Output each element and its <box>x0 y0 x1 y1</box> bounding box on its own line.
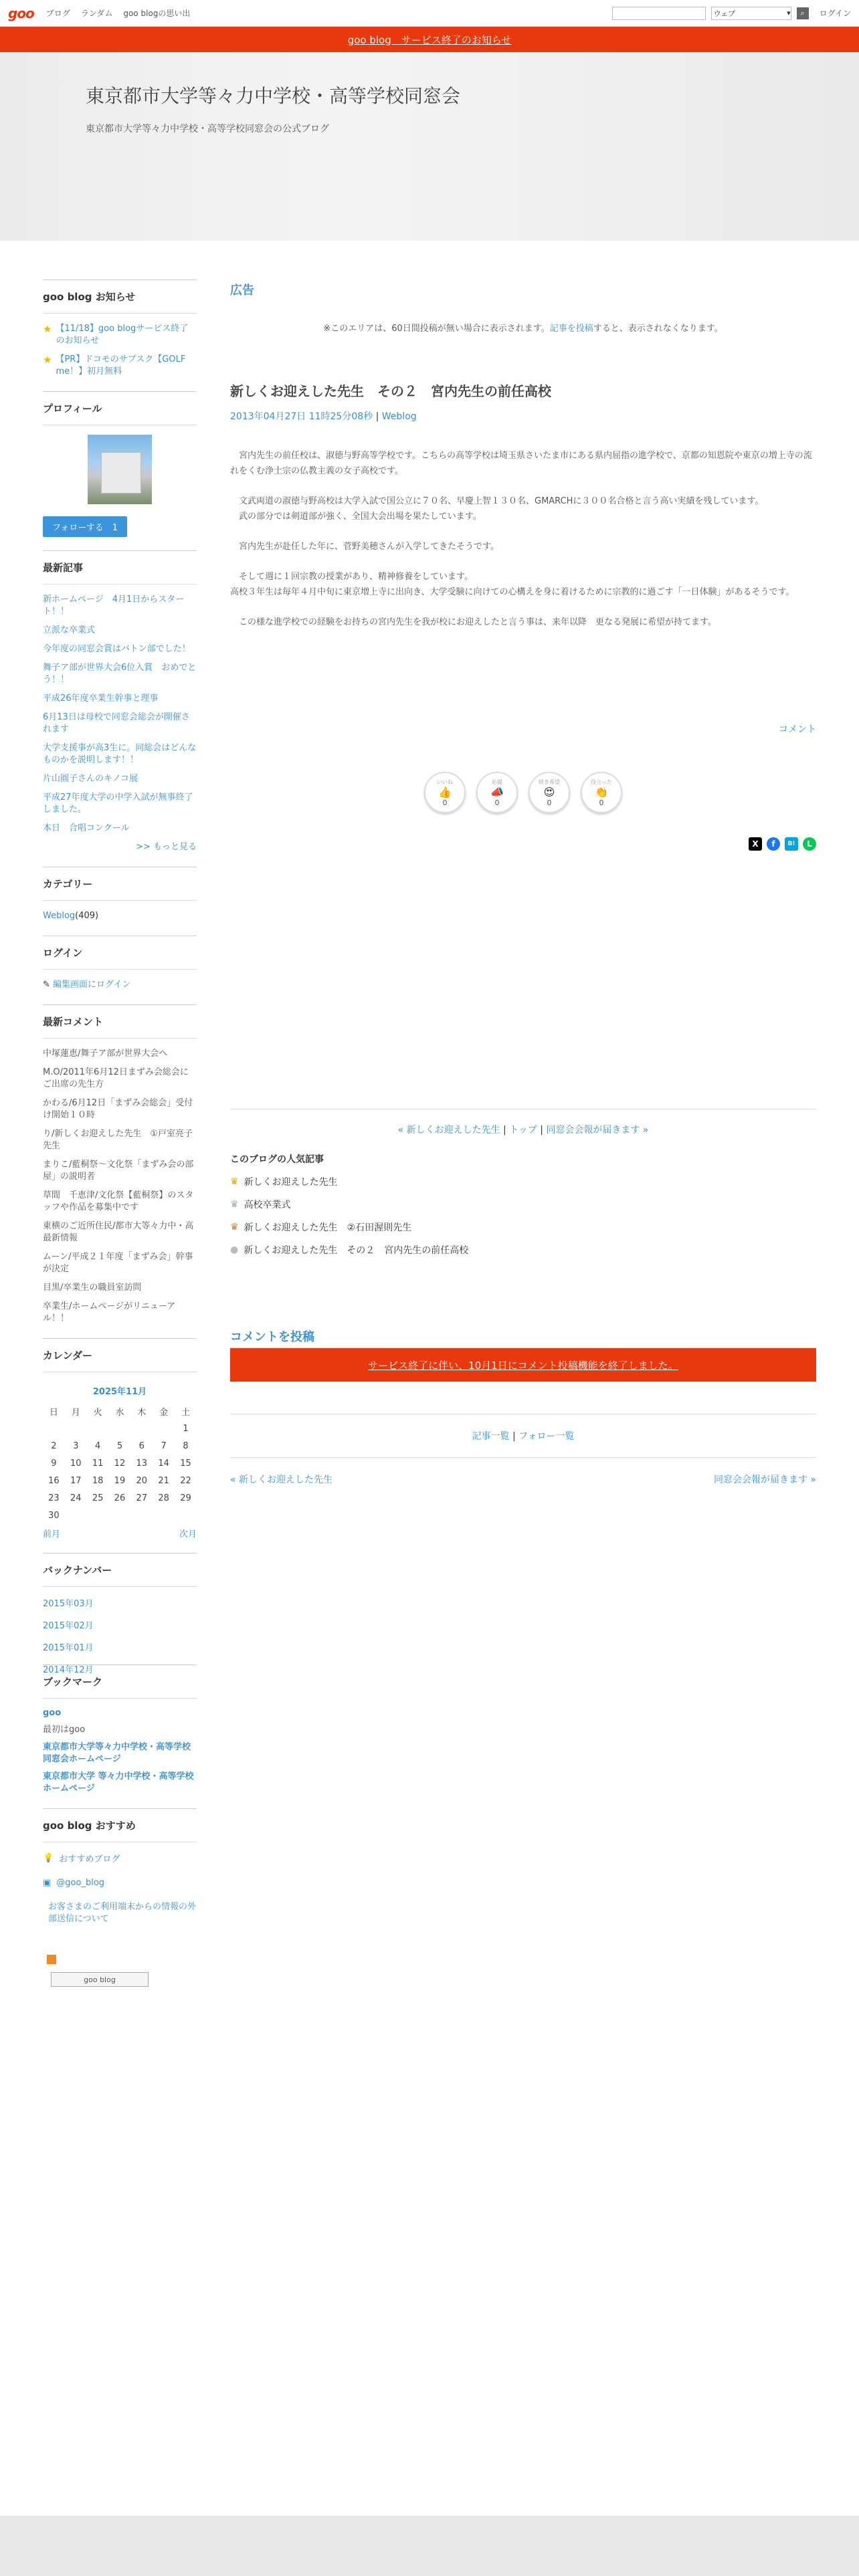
calendar-day: 5 <box>116 1440 123 1451</box>
hatena-share-icon[interactable]: B! <box>785 837 798 851</box>
privacy-link[interactable]: お客さまのご利用端末からの情報の外部送信について <box>48 1902 197 1924</box>
calendar-day <box>65 1507 87 1524</box>
reaction-buttons <box>230 772 816 813</box>
calendar-day <box>175 1507 197 1524</box>
calendar-prev-link[interactable]: 前月 <box>43 1529 61 1539</box>
post-article-link[interactable]: 記事を投稿 <box>549 324 593 334</box>
recent-post-link[interactable]: 大学支援事が高3生に。同総会はどんなものかを説明します！！ <box>43 743 197 765</box>
login-section <box>43 936 197 991</box>
top-link-memories[interactable]: goo blogの思い出 <box>123 9 191 18</box>
x-share-icon[interactable]: X <box>749 837 762 851</box>
reaction-count: 0 <box>599 798 604 807</box>
profile-section <box>43 391 197 537</box>
reaction-label: 応援 <box>492 778 502 785</box>
calendar-day <box>130 1507 153 1524</box>
backnumber-section <box>43 1553 197 1675</box>
clap-icon: 👏 <box>595 785 608 798</box>
calendar-day: 13 <box>136 1458 148 1469</box>
calendar-month: 2025年11月 <box>92 1387 147 1397</box>
rss-feed-icon[interactable] <box>47 1955 56 1964</box>
follow-button[interactable]: フォローする 1 <box>43 516 127 537</box>
calendar-day <box>87 1507 109 1524</box>
comment-link[interactable]: コメント <box>779 724 816 735</box>
goo-blog-badge[interactable]: goo blog <box>51 1972 149 1987</box>
ad-note-prefix: ※このエリアは、60日間投稿が無い場合に表示されます。 <box>323 324 550 334</box>
blog-title[interactable]: 東京都市大学等々力中学校・高等学校同窓会 <box>86 85 461 107</box>
comment-item[interactable]: 草間 千恵津/文化祭【藍桐祭】のスタッフや作品を募集中です <box>43 1190 194 1212</box>
calendar-day: 2 <box>51 1440 57 1451</box>
popular-post-link[interactable]: 高校卒業式 <box>244 1200 291 1210</box>
recent-post-link[interactable]: 6月13日は母校で同窓会総会が開催されます <box>43 712 190 734</box>
calendar-day: 10 <box>70 1458 82 1469</box>
goo-logo[interactable]: goo <box>8 5 34 21</box>
calendar-section <box>43 1338 197 1539</box>
comment-item[interactable]: ムーン/平成２１年度「まずみ会」幹事が決定 <box>43 1252 193 1274</box>
calendar-day: 17 <box>70 1475 82 1486</box>
calendar-day: 23 <box>48 1493 60 1503</box>
bookmark-title: ブックマーク <box>43 1675 197 1699</box>
popular-title: このブログの人気記事 <box>230 1154 324 1165</box>
popular-post-link[interactable]: 新しくお迎えした先生 その２ 宮内先生の前任高校 <box>244 1245 469 1256</box>
silver-crown-icon: ♛ <box>230 1199 239 1210</box>
calendar-day: 15 <box>180 1458 191 1469</box>
calendar-day-header: 金 <box>159 1407 169 1418</box>
calendar-day: 30 <box>48 1510 60 1521</box>
top-link-blog[interactable]: ブログ <box>45 9 70 18</box>
post-category[interactable]: Weblog <box>381 411 417 422</box>
reaction-count: 0 <box>547 798 552 807</box>
post-paragraph: 文武両道の淑徳与野高校は大学入試で国公立に７０名、早慶上智１３０名、GMARCHに３００名合格と言う高い実績を残しています。 武の部分では剣道部が強く、全国大会出場を果たしています。 <box>239 496 764 522</box>
service-end-notice <box>0 27 859 52</box>
share-buttons <box>230 837 816 851</box>
recommend-title: goo blog おすすめ <box>43 1818 197 1842</box>
search-scope-value: ウェブ <box>713 9 736 18</box>
bookmark-link[interactable]: 東京都市大学 等々力中学校・高等学校ホームページ <box>43 1772 194 1794</box>
backnumber-title: バックナンバー <box>43 1563 197 1587</box>
comment-item[interactable]: 東横のご近所住民/都市大等々力中・高最新情報 <box>43 1221 194 1243</box>
calendar-day: 7 <box>161 1440 167 1451</box>
reaction-count: 0 <box>494 798 500 807</box>
recent-comments-section <box>43 1004 197 1325</box>
lightbulb-icon: 💡 <box>43 1853 54 1863</box>
comment-item[interactable]: り/新しくお迎えした先生 ①戸室亮子先生 <box>43 1129 193 1151</box>
pager-next-link[interactable]: 同窓会会報が届きます » <box>546 1125 649 1136</box>
ad-note <box>230 321 816 334</box>
calendar-day: 6 <box>138 1440 145 1451</box>
calendar-day: 9 <box>51 1458 57 1469</box>
recent-post-link[interactable]: 本日 合唱コンクール <box>43 823 130 833</box>
comment-item[interactable]: 目黒/卒業生の職員室訪問 <box>43 1283 142 1293</box>
next-article-link[interactable]: 同窓会会報が届きます » <box>713 1475 816 1485</box>
megaphone-icon: 📣 <box>490 785 504 798</box>
follow-list-link[interactable]: フォロー一覧 <box>518 1431 575 1442</box>
heart-eyes-icon: 😍 <box>543 785 555 798</box>
post-body <box>230 448 816 630</box>
calendar-day: 21 <box>158 1475 169 1486</box>
profile-title: プロフィール <box>43 401 197 425</box>
calendar-day: 24 <box>70 1493 82 1503</box>
calendar-day: 22 <box>180 1475 191 1486</box>
recent-posts-section <box>43 550 197 853</box>
twitter-icon: ▣ <box>43 1878 52 1888</box>
calendar-day <box>109 1507 131 1524</box>
admin-login-link[interactable]: 編集画面にログイン <box>53 980 131 990</box>
more-posts-link[interactable]: >> もっと見る <box>136 842 197 852</box>
calendar-day <box>43 1420 65 1437</box>
thumbs-up-icon: 👍 <box>438 785 452 798</box>
blog-header <box>0 52 859 241</box>
calendar-day <box>65 1420 87 1437</box>
profile-image[interactable] <box>88 435 152 504</box>
post-pager: « 新しくお迎えした先生 | トップ | 同窓会会報が届きます » <box>230 1109 816 1136</box>
calendar-day <box>87 1420 109 1437</box>
calendar-day: 11 <box>92 1458 104 1469</box>
calendar-next-link[interactable]: 次月 <box>179 1529 197 1539</box>
recent-comments-title: 最新コメント <box>43 1014 197 1039</box>
backnumber-link[interactable]: 2015年02月 <box>43 1621 94 1631</box>
comment-item[interactable]: M.O/2011年6月12日まずみ会総会にご出席の先生方 <box>43 1067 189 1089</box>
login-title: ログイン <box>43 946 197 970</box>
facebook-share-icon[interactable]: f <box>767 837 780 851</box>
calendar <box>43 1382 197 1524</box>
calendar-day <box>130 1420 153 1437</box>
main-content <box>230 280 816 1486</box>
calendar-title: カレンダー <box>43 1348 197 1372</box>
top-bar <box>0 0 859 27</box>
prev-article-link[interactable]: « 新しくお迎えした先生 <box>230 1475 333 1485</box>
blog-description: 東京都市大学等々力中学校・高等学校同窓会の公式ブログ <box>86 124 329 134</box>
news-section <box>43 280 197 378</box>
recent-post-link[interactable]: 平成26年度卒業生幹事と理事 <box>43 693 159 704</box>
chevron-down-icon: ▾ <box>787 9 791 17</box>
bookmark-link[interactable]: 東京都市大学等々力中学校・高等学校同窓会ホームページ <box>43 1742 191 1764</box>
calendar-day-header: 月 <box>71 1407 80 1418</box>
twitter-link[interactable]: @goo_blog <box>56 1878 105 1888</box>
post-paragraph: この様な進学校での経験をお持ちの宮内先生を我が校にお迎えしたと言う事は、来年以降 更なる発展に希望が持てます。 <box>230 617 717 627</box>
calendar-day: 1 <box>183 1423 189 1434</box>
comment-closed-notice <box>230 1348 816 1382</box>
calendar-day-header: 土 <box>181 1407 191 1418</box>
login-link[interactable]: ログイン <box>819 9 851 18</box>
calendar-day <box>153 1420 175 1437</box>
calendar-day: 14 <box>158 1458 169 1469</box>
bookmark-category: goo <box>43 1708 62 1718</box>
backnumber-link[interactable]: 2015年01月 <box>43 1643 94 1653</box>
recommend-blog-link[interactable]: おすすめブログ <box>59 1854 120 1864</box>
calendar-day: 27 <box>136 1493 148 1503</box>
calendar-day: 8 <box>183 1440 189 1451</box>
reaction-label: いいね <box>437 778 453 785</box>
search-area <box>612 7 851 20</box>
search-scope-select[interactable] <box>711 7 791 20</box>
gold-crown-icon: ♛ <box>230 1176 239 1187</box>
recent-posts-title: 最新記事 <box>43 560 197 584</box>
comment-item[interactable]: 中塚蓮恵/舞子ア部が世界大会へ <box>43 1049 168 1059</box>
search-input[interactable] <box>612 7 706 20</box>
news-item[interactable]: 【PR】ドコモのサブスク【GOLF me！】初月無料 <box>56 354 186 377</box>
footer <box>0 2516 859 2576</box>
calendar-day-header: 木 <box>137 1407 147 1418</box>
calendar-day: 12 <box>114 1458 126 1469</box>
article-list-link[interactable]: 記事一覧 <box>472 1431 510 1442</box>
comment-closed-link[interactable]: サービス終了に伴い、10月1日にコメント投稿機能を終了しました。 <box>368 1359 678 1372</box>
news-item[interactable]: 【11/18】goo blogサービス終了のお知らせ <box>56 324 189 346</box>
post-title[interactable]: 新しくお迎えした先生 その２ 宮内先生の前任高校 <box>230 383 551 399</box>
star-icon: ★ <box>43 323 52 335</box>
reaction-label: 役立った <box>591 778 612 785</box>
star-icon: ★ <box>43 354 52 366</box>
backnumber-link[interactable]: 2014年12月 <box>43 1665 94 1675</box>
news-title: goo blog お知らせ <box>43 290 197 314</box>
bronze-crown-icon: ♛ <box>230 1222 239 1232</box>
calendar-day: 28 <box>158 1493 169 1503</box>
calendar-day-header: 日 <box>49 1407 58 1418</box>
calendar-day: 25 <box>92 1493 104 1503</box>
calendar-day: 20 <box>136 1475 148 1486</box>
recent-post-link[interactable]: 新ホームページ 4月1日からスタート！！ <box>43 595 185 617</box>
comment-item[interactable]: 卒業生/ホームページがリニューアル！！ <box>43 1301 176 1323</box>
reaction-like-button[interactable] <box>424 772 466 813</box>
comment-item[interactable]: まりこ/藍桐祭～文化祭「まずみ会の部屋」の説明者 <box>43 1160 194 1182</box>
recent-post-link[interactable]: 今年度の同窓会賞はバトン部でした！ <box>43 644 191 654</box>
post-date[interactable]: 2013年04月27日 11時25分08秒 <box>230 411 373 422</box>
reaction-cheer-button[interactable] <box>476 772 518 813</box>
recent-post-link[interactable]: 舞子ア部が世界大会6位入賞 おめでとう！！ <box>43 663 197 685</box>
service-end-link[interactable]: goo blog サービス終了のお知らせ <box>347 33 512 46</box>
reaction-label: 続き希望 <box>539 778 560 785</box>
backnumber-list[interactable] <box>43 1596 197 1675</box>
line-share-icon[interactable]: L <box>803 837 816 851</box>
calendar-day-header: 水 <box>115 1407 124 1418</box>
category-count: (409) <box>75 911 99 921</box>
pager-top-link[interactable]: トップ <box>509 1125 537 1136</box>
rank-circle-icon: ● <box>230 1245 239 1255</box>
top-links <box>46 7 191 19</box>
post-paragraph: 宮内先生が赴任した年に、菅野美穂さんが入学してきたそうです。 <box>230 542 499 552</box>
reaction-helpful-button[interactable] <box>581 772 622 813</box>
search-icon: ⌕ <box>800 8 805 17</box>
calendar-day: 3 <box>73 1440 79 1451</box>
calendar-day: 19 <box>114 1475 126 1486</box>
category-section <box>43 867 197 922</box>
calendar-day <box>109 1420 131 1437</box>
calendar-day: 4 <box>94 1440 101 1451</box>
popular-post-link[interactable]: 新しくお迎えした先生 <box>244 1177 338 1188</box>
recent-post-link[interactable]: 立派な卒業式 <box>43 625 96 635</box>
category-title: カテゴリー <box>43 877 197 901</box>
calendar-day: 26 <box>114 1493 126 1503</box>
popular-posts <box>230 1152 816 1257</box>
ad-note-suffix: すると、表示されなくなります。 <box>593 324 723 334</box>
search-button[interactable] <box>797 7 809 19</box>
calendar-day: 18 <box>92 1475 104 1486</box>
recommend-section <box>43 1808 197 1987</box>
calendar-day: 29 <box>180 1493 191 1503</box>
calendar-day <box>153 1507 175 1524</box>
post-paragraph: 宮内先生の前任校は、淑徳与野高等学校です。こちらの高等学校は埼玉県さいたま市にある県内屈指の進学校で、京都の知恩院や東京の増上寺の流れをくむ浄土宗の仏教主義の女子高校です。 <box>230 451 812 476</box>
recent-post-link[interactable]: 片山圓子さんのキノコ展 <box>43 774 138 784</box>
comment-item[interactable]: かわる/6月12日「まずみ会総会」受付け開始１０時 <box>43 1098 193 1120</box>
reaction-count: 0 <box>442 798 448 807</box>
pager-prev-link[interactable]: « 新しくお迎えした先生 <box>397 1125 500 1136</box>
post-meta: 2013年04月27日 11時25分08秒 | Weblog <box>230 411 417 422</box>
comment-heading: コメントを投稿 <box>230 1327 816 1348</box>
calendar-day-header: 火 <box>93 1407 102 1418</box>
calendar-day: 16 <box>48 1475 60 1486</box>
ad-label: 広告 <box>230 284 254 298</box>
list-nav: 記事一覧 | フォロー一覧 <box>230 1414 816 1442</box>
popular-post-link[interactable]: 新しくお迎えした先生 ②石田渥則先生 <box>244 1222 412 1233</box>
bookmark-section <box>43 1665 197 1795</box>
top-link-random[interactable]: ランダム <box>80 9 113 18</box>
pencil-icon: ✎ <box>43 980 54 990</box>
category-link[interactable]: Weblog <box>43 911 76 921</box>
post-paragraph: そして週に１回宗教の授業があり、精神修養をしています。 高校３年生は毎年４月中旬に東京増上寺に出向き、大学受験に向けての心構えを身に着けるために宗教的に過ごす「一日体験」があるそうです。 <box>230 572 795 597</box>
article-nav <box>230 1457 816 1486</box>
backnumber-link[interactable]: 2015年03月 <box>43 1599 94 1609</box>
recent-post-link[interactable]: 平成27年度大学の中学入試が無事終了しました。 <box>43 792 193 815</box>
sidebar <box>43 280 197 2000</box>
bookmark-note: 最初はgoo <box>43 1725 86 1735</box>
reaction-more-button[interactable] <box>529 772 570 813</box>
